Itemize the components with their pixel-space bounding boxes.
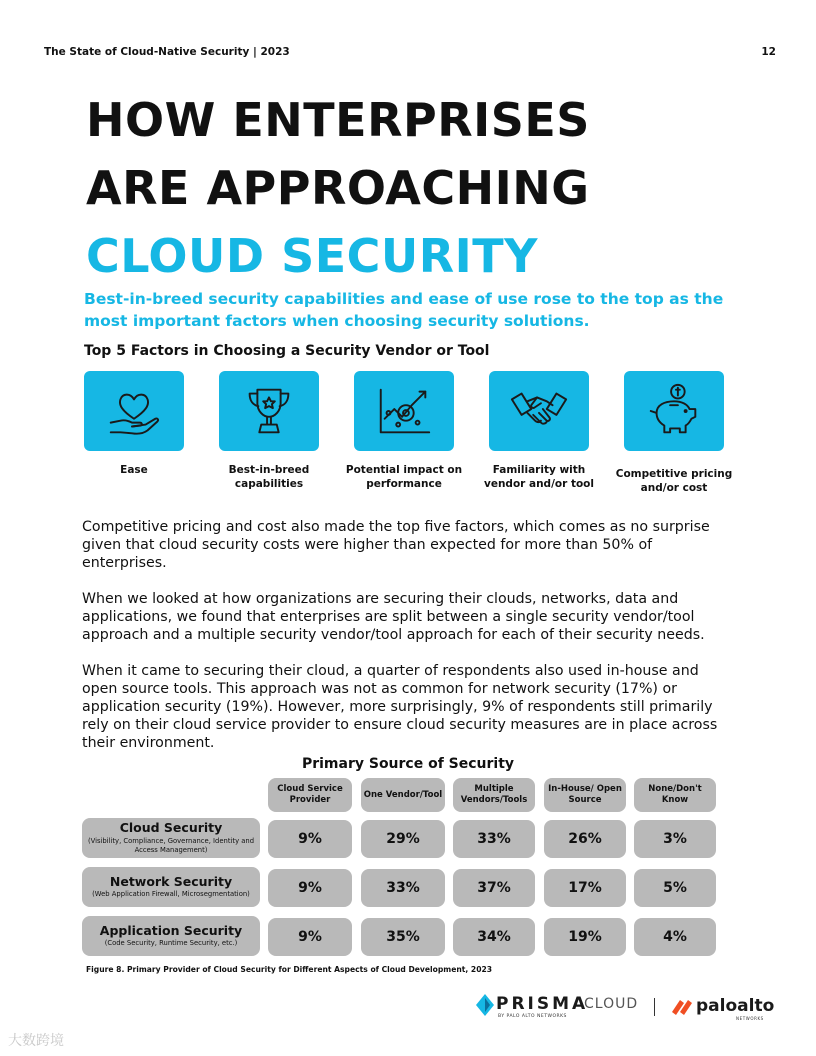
factor-tile (624, 371, 724, 451)
watermark: 大数跨境 (8, 1033, 64, 1049)
table-cell: 35% (361, 918, 445, 956)
prisma-byline: BY PALO ALTO NETWORKS (498, 1014, 567, 1019)
paloalto-byline: NETWORKS (736, 1016, 764, 1021)
table-cell: 9% (268, 869, 352, 907)
table-title: Primary Source of Security (301, 756, 515, 772)
table-cell: 34% (453, 918, 535, 956)
handshake-icon (508, 380, 570, 442)
table-cell: 29% (361, 820, 445, 858)
row-title: Network Security (109, 873, 233, 889)
factor-ease (84, 371, 184, 477)
table-cell: 26% (544, 820, 626, 858)
heart-hand-icon (103, 380, 165, 442)
page-title (86, 86, 590, 290)
cloud-wordmark: CLOUD (584, 996, 639, 1012)
factor-label: Competitive pricing and/or cost (615, 468, 733, 494)
factor-tile (84, 371, 184, 451)
running-header: The State of Cloud-Native Security | 2023 (44, 46, 290, 58)
performance-chart-icon (373, 380, 435, 442)
page-number: 12 (761, 46, 776, 58)
paragraph-2: When we looked at how organizations are securing their clouds, networks, data and applications, we found that enterprises are split between a single security vendor/tool approach and a multiple security vendor/tool approach for each of their security needs. (82, 591, 705, 643)
figure-caption: Figure 8. Primary Provider of Cloud Security for Different Aspects of Cloud Development, 2023 (86, 965, 493, 974)
factor-pricing (615, 371, 733, 495)
row-header-application-security (82, 916, 260, 956)
table-cell: 3% (634, 820, 716, 858)
factor-label: Best-in-breed capabilities (228, 464, 310, 490)
column-header: Multiple Vendors/Tools (453, 778, 535, 812)
factor-label: Ease (120, 464, 148, 476)
title-line-1: HOW ENTERPRISES (86, 93, 590, 147)
table-cell: 9% (268, 918, 352, 956)
factor-familiarity (483, 371, 594, 491)
row-subtitle: (Web Application Firewall, Microsegmentation) (92, 890, 250, 899)
factor-tile (219, 371, 319, 451)
column-header: In-House/ Open Source (544, 778, 626, 812)
subheading: Best-in-breed security capabilities and ease of use rose to the top as the most important factors when choosing security solutions. (84, 290, 724, 330)
factor-tile (489, 371, 589, 451)
factors-row (84, 371, 733, 511)
row-header-network-security (82, 867, 260, 907)
factor-tile (354, 371, 454, 451)
table-cell: 33% (453, 820, 535, 858)
piggy-bank-icon (643, 380, 705, 442)
trophy-icon (238, 380, 300, 442)
prisma-logo-icon (476, 994, 494, 1016)
paragraph-1: Competitive pricing and cost also made the top five factors, which comes as no surprise given that cloud security costs were higher than expected for more than 50% of enterprises. (82, 519, 710, 571)
table-cell: 33% (361, 869, 445, 907)
paloalto-wordmark: paloalto (696, 996, 775, 1016)
row-subtitle: (Visibility, Compliance, Governance, Identity and Access Management) (87, 836, 255, 854)
paragraph-3: When it came to securing their cloud, a quarter of respondents also used in-house and open source tools. This approach was not as common for network security (17%) or application security (19%). However, more surprisingly, 9% of respondents still primarily rely on their cloud service provider to ensure cloud security measures are in place across their environment. (82, 663, 718, 751)
column-header: None/Don't Know (634, 778, 716, 812)
footer-logos (474, 992, 784, 1028)
factor-best-in-breed (219, 371, 319, 491)
title-line-2: ARE APPROACHING (86, 161, 590, 215)
row-subtitle: (Code Security, Runtime Security, etc.) (104, 939, 238, 948)
title-line-3: CLOUD SECURITY (86, 229, 538, 283)
factor-performance (345, 371, 463, 491)
column-header: One Vendor/Tool (361, 778, 445, 812)
table-cell: 19% (544, 918, 626, 956)
logo-separator (654, 998, 655, 1016)
prisma-wordmark: PRISMA (496, 994, 589, 1014)
column-header: Cloud Service Provider (268, 778, 352, 812)
factors-title: Top 5 Factors in Choosing a Security Vendor or Tool (84, 343, 490, 359)
row-header-cloud-security (82, 818, 260, 858)
factor-label: Potential impact on performance (345, 464, 463, 490)
row-title: Application Security (99, 922, 243, 938)
table-cell: 37% (453, 869, 535, 907)
table-cell: 9% (268, 820, 352, 858)
table-cell: 5% (634, 869, 716, 907)
row-title: Cloud Security (119, 820, 223, 836)
factor-label: Familiarity with vendor and/or tool (483, 464, 594, 490)
paloalto-logo-icon (670, 996, 694, 1016)
table-cell: 17% (544, 869, 626, 907)
table-cell: 4% (634, 918, 716, 956)
